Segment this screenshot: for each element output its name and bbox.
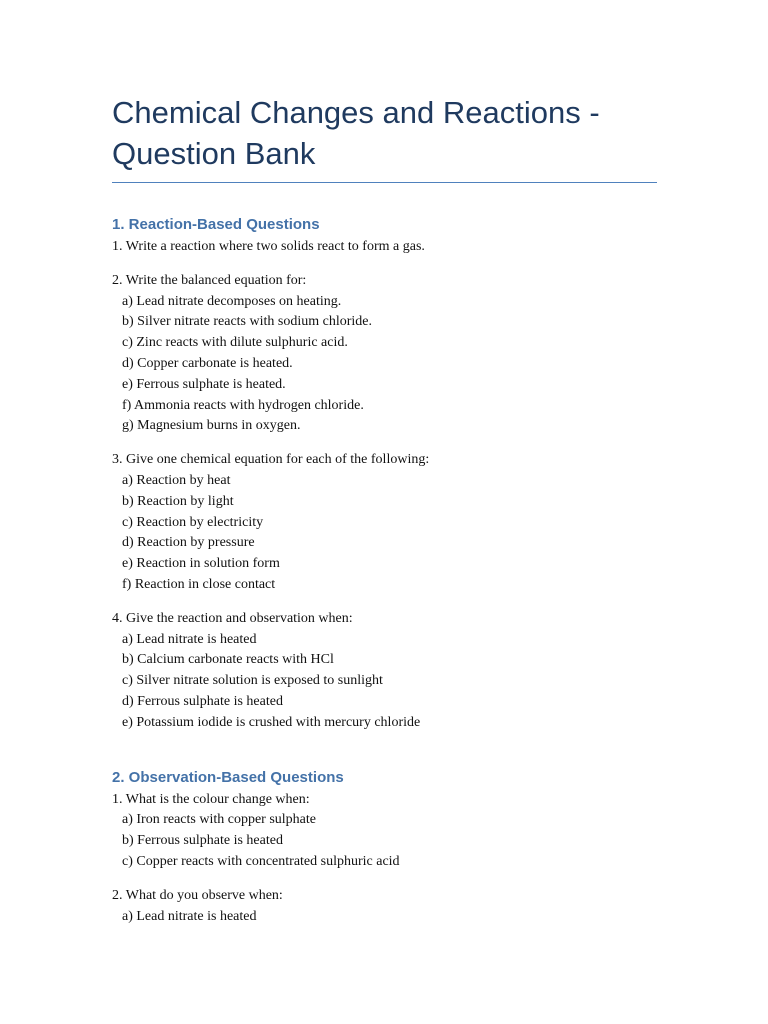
question-subitem: e) Potassium iodide is crushed with mercury chloride bbox=[122, 714, 421, 730]
question bbox=[112, 790, 657, 873]
question-subitem: e) Ferrous sulphate is heated. bbox=[122, 376, 286, 392]
question-text: 2. Write the balanced equation for: bbox=[112, 272, 307, 288]
question-subitem: d) Ferrous sulphate is heated bbox=[122, 693, 283, 709]
question bbox=[112, 886, 657, 928]
question-section bbox=[112, 768, 657, 928]
question-subitem: b) Calcium carbonate reacts with HCl bbox=[122, 652, 334, 668]
question-subitem: f) Ammonia reacts with hydrogen chloride. bbox=[122, 397, 364, 413]
sections-container bbox=[112, 215, 657, 927]
question-text: 4. Give the reaction and observation when: bbox=[112, 610, 353, 626]
question-subitem: d) Reaction by pressure bbox=[122, 535, 255, 551]
question-text: 2. What do you observe when: bbox=[112, 887, 283, 903]
question-text: 1. What is the colour change when: bbox=[112, 791, 310, 807]
question-subitem: b) Silver nitrate reacts with sodium chloride. bbox=[122, 314, 372, 330]
question bbox=[112, 237, 657, 258]
question-subitem: a) Reaction by heat bbox=[122, 472, 231, 488]
question bbox=[112, 271, 657, 437]
question-subitem: c) Zinc reacts with dilute sulphuric acid. bbox=[122, 335, 348, 351]
section-heading: 1. Reaction-Based Questions bbox=[112, 216, 320, 233]
question-section bbox=[112, 215, 657, 734]
question-text: 1. Write a reaction where two solids react to form a gas. bbox=[112, 239, 425, 254]
question-subitem: a) Lead nitrate decomposes on heating. bbox=[122, 293, 342, 309]
document-title: Chemical Changes and Reactions - Question Bank bbox=[112, 92, 657, 183]
question-subitem: c) Reaction by electricity bbox=[122, 514, 264, 530]
question-subitem: a) Lead nitrate is heated bbox=[122, 908, 257, 924]
question-subitem: a) Lead nitrate is heated bbox=[122, 631, 257, 647]
question bbox=[112, 450, 657, 596]
question-subitem: d) Copper carbonate is heated. bbox=[122, 355, 293, 371]
document-page bbox=[112, 92, 657, 927]
question-subitem: b) Ferrous sulphate is heated bbox=[122, 833, 283, 849]
section-heading: 2. Observation-Based Questions bbox=[112, 768, 344, 786]
question-subitem: b) Reaction by light bbox=[122, 493, 234, 509]
question-subitem: c) Silver nitrate solution is exposed to sunlight bbox=[122, 673, 383, 689]
question-subitem: c) Copper reacts with concentrated sulphuric acid bbox=[122, 853, 400, 869]
question-subitem: a) Iron reacts with copper sulphate bbox=[122, 812, 316, 828]
question-subitem: f) Reaction in close contact bbox=[122, 576, 276, 592]
question bbox=[112, 609, 657, 734]
question-subitem: e) Reaction in solution form bbox=[122, 556, 280, 572]
question-text: 3. Give one chemical equation for each of the following: bbox=[112, 452, 430, 468]
question-subitem: g) Magnesium burns in oxygen. bbox=[122, 418, 301, 434]
